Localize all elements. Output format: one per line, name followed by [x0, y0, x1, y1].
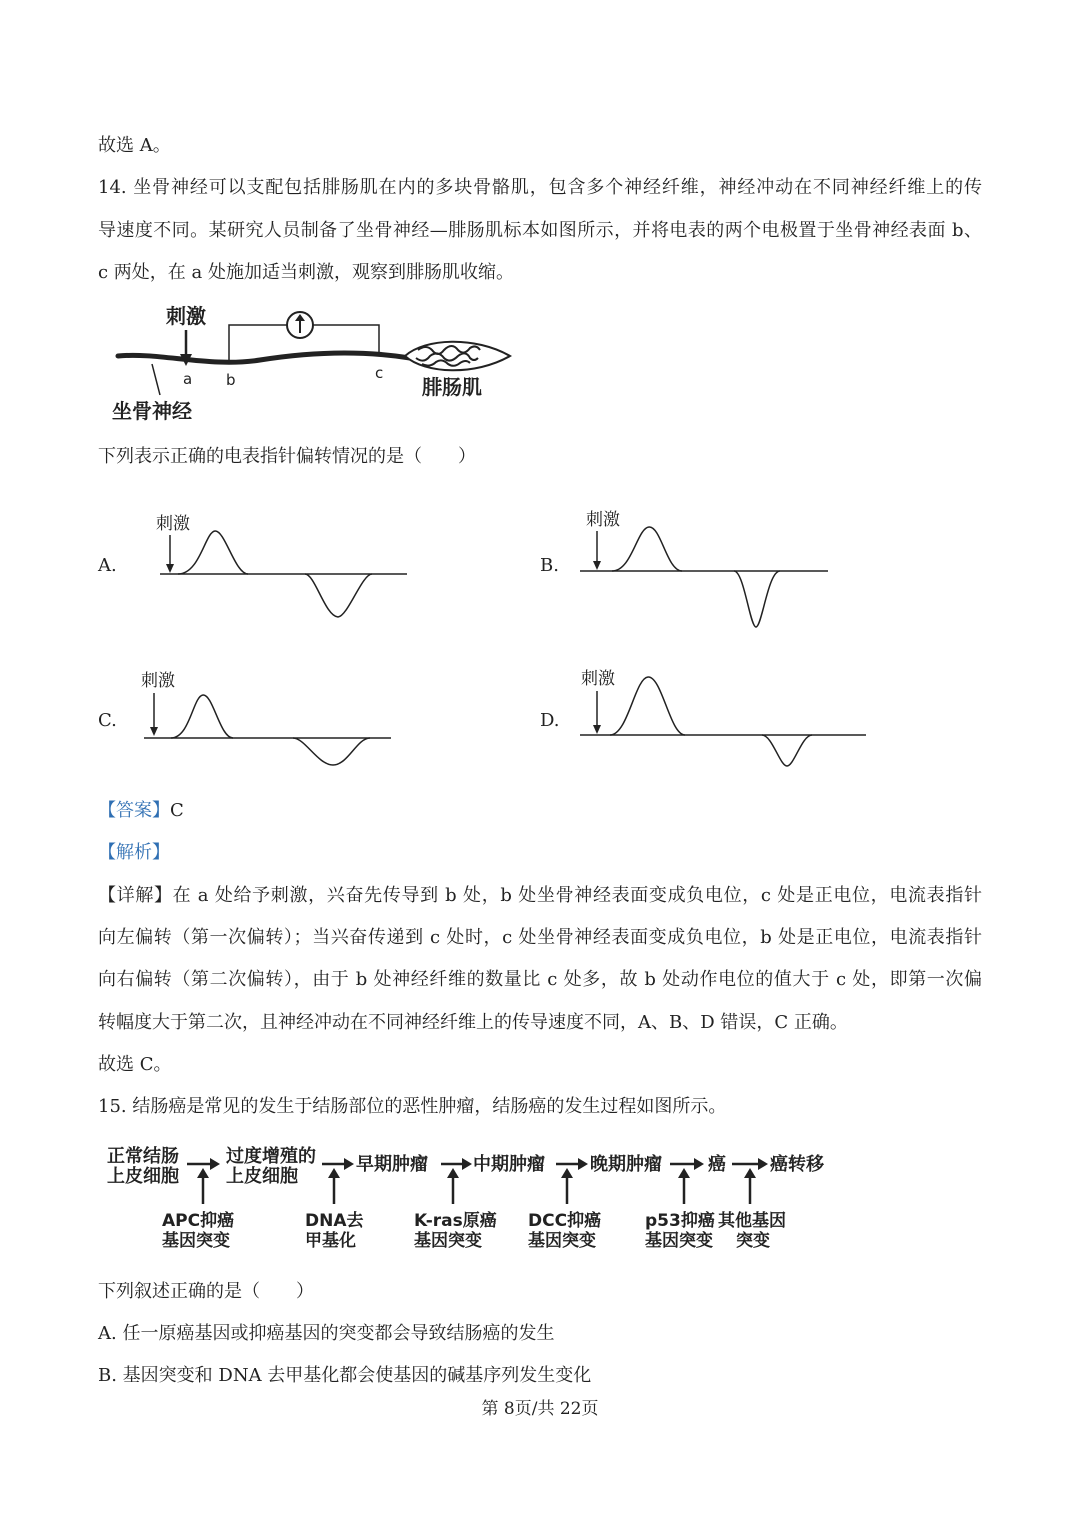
option-c-graph — [135, 662, 405, 772]
option-a-label[interactable]: A. — [98, 555, 117, 576]
cause-arrowhead-6 — [744, 1168, 756, 1178]
cause-arrowhead-1 — [197, 1168, 209, 1178]
option-d-label[interactable]: D. — [540, 710, 560, 731]
cause-p53-line2: 基因突变 — [645, 1231, 713, 1251]
flow-arrowhead-5 — [694, 1158, 704, 1170]
cause-kras-line2: 基因突变 — [414, 1231, 482, 1251]
option-d-stimulus-arrowhead — [593, 725, 601, 734]
cause-other-line2: 突变 — [736, 1231, 770, 1251]
q14-conclusion: 故选 C。 — [98, 1054, 172, 1075]
stage-normal-line1: 正常结肠 — [107, 1146, 179, 1167]
detail-line-2: 向左偏转（第一次偏转）；当兴奋传递到 c 处时，c 处坐骨神经表面变成负电位，b 处是正电位，电流表指针 — [98, 927, 982, 948]
option-b-stimulus-label: 刺激 — [586, 510, 620, 530]
cause-dcc-line2: 基因突变 — [528, 1231, 596, 1251]
q14-stem-line-2: 导速度不同。某研究人员制备了坐骨神经—腓肠肌标本如图所示，并将电表的两个电极置于坐骨神经表面 b、 — [98, 220, 982, 241]
detail-line-4: 转幅度大于第二次，且神经冲动在不同神经纤维上的传导速度不同，A、B、D 错误，C 正确。 — [98, 1012, 848, 1033]
answer-tag: 【答案】 — [98, 800, 170, 821]
page-number: 第 8页/共 22页 — [481, 1399, 599, 1419]
nerve-leader-line — [152, 364, 160, 395]
option-a-second-deflection — [305, 574, 372, 617]
stage-metastasis: 癌转移 — [770, 1154, 824, 1175]
option-d-stimulus-label: 刺激 — [581, 669, 615, 689]
option-c-stimulus-label: 刺激 — [141, 671, 175, 691]
q15-question: 下列叙述正确的是（ ） — [98, 1281, 314, 1302]
q14-question: 下列表示正确的电表指针偏转情况的是（ ） — [98, 446, 476, 467]
option-a-stimulus-label: 刺激 — [156, 514, 190, 534]
muscle-label: 腓肠肌 — [422, 375, 482, 399]
point-c-label: c — [375, 364, 384, 382]
answer-line — [98, 802, 184, 820]
stage-mid-tumor: 中期肿瘤 — [473, 1154, 545, 1175]
q15-option-b[interactable]: B. 基因突变和 DNA 去甲基化都会使基因的碱基序列发生变化 — [98, 1365, 592, 1386]
analysis-tag: 【解析】 — [98, 842, 170, 863]
option-a-stimulus-arrowhead — [166, 564, 174, 573]
flow-arrowhead-3 — [462, 1158, 472, 1170]
previous-conclusion: 故选 A。 — [98, 135, 171, 156]
option-a-graph — [150, 505, 420, 630]
option-c-second-deflection — [293, 738, 370, 765]
stage-normal-line2: 上皮细胞 — [107, 1166, 179, 1187]
cause-arrowhead-5 — [678, 1168, 690, 1178]
flow-arrowhead-6 — [758, 1158, 768, 1170]
option-c-label[interactable]: C. — [98, 710, 117, 731]
flow-arrowhead-4 — [578, 1158, 588, 1170]
cause-kras-line1: K-ras原癌 — [414, 1211, 497, 1231]
option-d-graph — [570, 662, 870, 772]
point-b-label: b — [226, 371, 236, 389]
cause-p53-line1: p53抑癌 — [645, 1211, 715, 1231]
q14-stem-line-1: 14. 坐骨神经可以支配包括腓肠肌在内的多块骨骼肌，包含多个神经纤维，神经冲动在不同神经纤维上的传 — [98, 177, 982, 198]
nerve-muscle-diagram — [100, 298, 520, 428]
cause-apc-line2: 基因突变 — [162, 1231, 230, 1251]
option-d-second-deflection — [762, 735, 812, 766]
flow-arrowhead-2 — [344, 1158, 354, 1170]
stage-late-tumor: 晚期肿瘤 — [590, 1154, 662, 1175]
option-a-first-deflection — [178, 531, 248, 574]
option-c-stimulus-arrowhead — [150, 727, 158, 736]
option-b-label[interactable]: B. — [540, 555, 559, 576]
option-c-first-deflection — [171, 695, 233, 738]
detail-line-3: 向右偏转（第二次偏转），由于 b 处神经纤维的数量比 c 处多，故 b 处动作电位的值大于 c 处，即第一次偏 — [98, 969, 982, 990]
stage-cancer: 癌 — [708, 1154, 726, 1175]
cause-apc-line1: APC抑癌 — [162, 1211, 235, 1231]
point-a-label: a — [183, 370, 193, 388]
option-b-second-deflection — [734, 571, 780, 627]
stage-early-tumor: 早期肿瘤 — [356, 1154, 428, 1175]
stage-hyper-line2: 上皮细胞 — [226, 1166, 298, 1187]
cause-dna-line2: 甲基化 — [305, 1231, 356, 1251]
cancer-progression-flowchart — [100, 1138, 840, 1256]
cause-arrowhead-2 — [328, 1168, 340, 1178]
option-b-stimulus-arrowhead — [593, 561, 601, 570]
q15-option-a[interactable]: A. 任一原癌基因或抑癌基因的突变都会导致结肠癌的发生 — [98, 1323, 555, 1344]
cause-arrowhead-4 — [561, 1168, 573, 1178]
cause-dna-line1: DNA去 — [305, 1211, 364, 1231]
option-b-first-deflection — [612, 527, 682, 571]
stage-hyper-line1: 过度增殖的 — [226, 1146, 316, 1167]
q15-stem: 15. 结肠癌是常见的发生于结肠部位的恶性肿瘤，结肠癌的发生过程如图所示。 — [98, 1096, 727, 1117]
answer-value: C — [170, 800, 184, 821]
detail-line-1: 【详解】在 a 处给予刺激，兴奋先传导到 b 处，b 处坐骨神经表面变成负电位，c 处是正电位，电流表指针 — [98, 885, 982, 906]
cause-dcc-line1: DCC抑癌 — [528, 1211, 602, 1231]
option-d-first-deflection — [610, 677, 685, 735]
cause-arrowhead-3 — [447, 1168, 459, 1178]
cause-other-line1: 其他基因 — [718, 1211, 786, 1231]
q14-stem-line-3: c 两处，在 a 处施加适当刺激，观察到腓肠肌收缩。 — [98, 262, 514, 283]
diagram-stimulus-label: 刺激 — [166, 304, 206, 328]
option-b-graph — [572, 502, 842, 632]
nerve-label: 坐骨神经 — [112, 399, 192, 423]
flow-arrowhead-1 — [210, 1158, 220, 1170]
